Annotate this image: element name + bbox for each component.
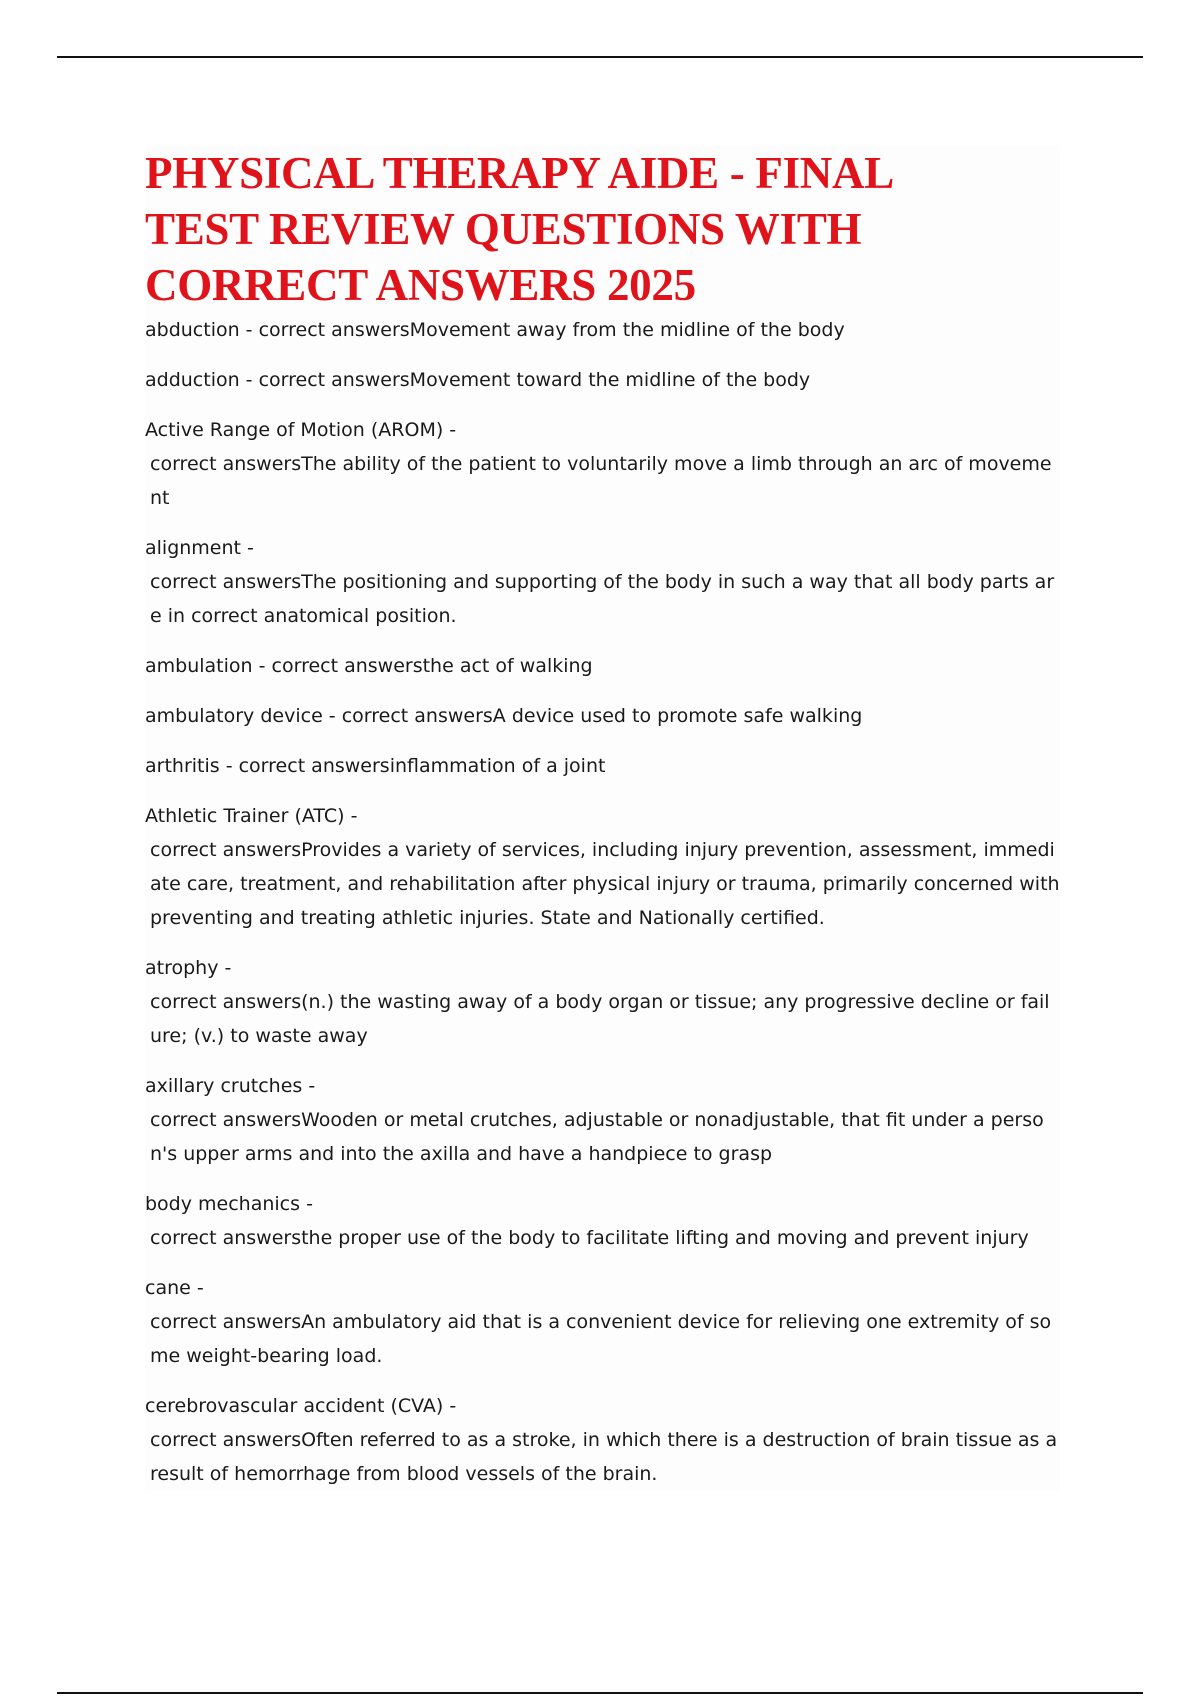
term-answer: correct answersA device used to promote safe walking xyxy=(341,705,863,727)
term-answer: correct answersThe positioning and supporting of the body in such a way that all body parts are in correct anatomical position. xyxy=(150,571,1055,627)
term-entry xyxy=(145,951,1060,1053)
term-entry xyxy=(145,413,1060,515)
term-label: body mechanics - xyxy=(145,1193,313,1215)
term-answer: correct answersthe act of walking xyxy=(271,655,593,677)
term-answer: correct answersMovement toward the midline of the body xyxy=(258,369,811,391)
term-entry xyxy=(145,363,1060,397)
title-line: CORRECT ANSWERS 2025 xyxy=(145,260,696,310)
term-label: axillary crutches - xyxy=(145,1075,316,1097)
term-entry xyxy=(145,699,1060,733)
term-label: cerebrovascular accident (CVA) - xyxy=(145,1395,457,1417)
header-rule xyxy=(57,56,1143,58)
term-answer: correct answersProvides a variety of services, including injury prevention, assessment, immediate care, treatment, and rehabilitation after physical injury or trauma, primarily concerned with preventing and treating athletic injuries. State and Nationally certified. xyxy=(150,839,1060,929)
term-label: cane - xyxy=(145,1277,204,1299)
term-label: ambulatory device - xyxy=(145,705,342,727)
term-label: Active Range of Motion (AROM) - xyxy=(145,419,457,441)
term-entry xyxy=(145,649,1060,683)
term-label: alignment - xyxy=(145,537,254,559)
page-content xyxy=(145,145,1060,1491)
term-entry xyxy=(145,749,1060,783)
term-entry xyxy=(145,1271,1060,1373)
term-answer: correct answersinflammation of a joint xyxy=(238,755,606,777)
term-entry xyxy=(145,531,1060,633)
term-answer: correct answersThe ability of the patient to voluntarily move a limb through an arc of movement xyxy=(150,453,1052,509)
term-entry xyxy=(145,1069,1060,1171)
term-answer: correct answersMovement away from the midline of the body xyxy=(258,319,845,341)
term-answer: correct answersthe proper use of the body to facilitate lifting and moving and prevent injury xyxy=(150,1227,1029,1249)
title-line: PHYSICAL THERAPY AIDE - FINAL xyxy=(145,148,894,198)
term-entry xyxy=(145,1187,1060,1255)
term-answer: correct answersAn ambulatory aid that is a convenient device for relieving one extremity of some weight-bearing load. xyxy=(150,1311,1052,1367)
footer-rule xyxy=(57,1692,1143,1694)
term-answer: correct answersWooden or metal crutches, adjustable or nonadjustable, that fit under a person's upper arms and into the axilla and have a handpiece to grasp xyxy=(150,1109,1044,1165)
term-entry xyxy=(145,1389,1060,1491)
term-label: arthritis - xyxy=(145,755,239,777)
term-entry xyxy=(145,799,1060,935)
title-line: TEST REVIEW QUESTIONS WITH xyxy=(145,204,862,254)
term-entry xyxy=(145,313,1060,347)
term-label: Athletic Trainer (ATC) - xyxy=(145,805,358,827)
term-label: abduction - xyxy=(145,319,259,341)
document-title xyxy=(145,145,1060,313)
term-label: atrophy - xyxy=(145,957,232,979)
term-label: ambulation - xyxy=(145,655,272,677)
term-label: adduction - xyxy=(145,369,259,391)
term-answer: correct answersOften referred to as a stroke, in which there is a destruction of brain tissue as a result of hemorrhage from blood vessels of the brain. xyxy=(150,1429,1058,1485)
term-answer: correct answers(n.) the wasting away of a body organ or tissue; any progressive decline or failure; (v.) to waste away xyxy=(150,991,1050,1047)
